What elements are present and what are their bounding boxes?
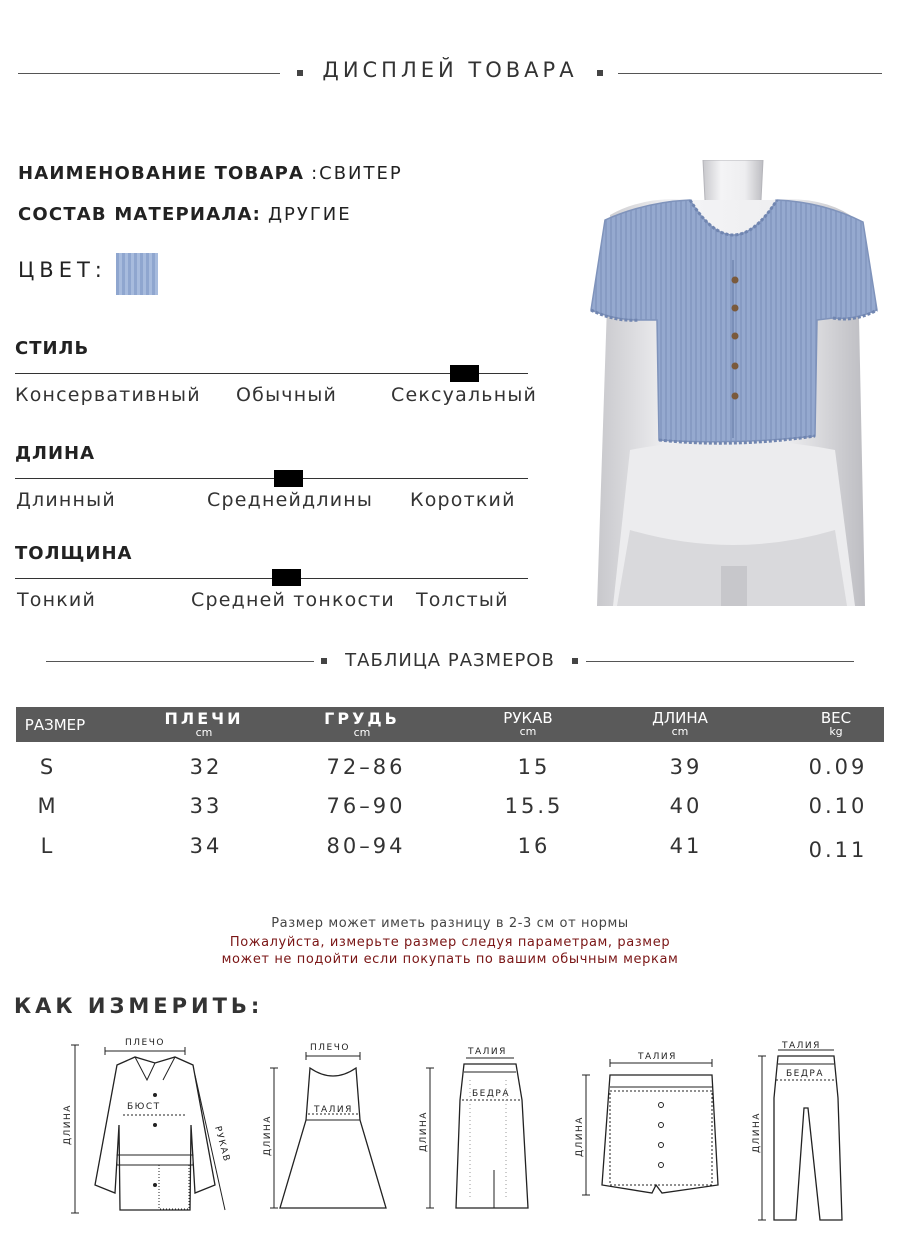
material-value: ДРУГИЕ bbox=[267, 204, 352, 225]
table-cell: 72–86 bbox=[326, 755, 406, 779]
label-length: ДЛИНА bbox=[752, 1112, 762, 1153]
label-hips: БЕДРА bbox=[472, 1089, 510, 1099]
length-option-medium: Среднейдлины bbox=[207, 489, 374, 511]
header-bullet-right bbox=[597, 70, 603, 76]
table-cell: 15 bbox=[517, 755, 551, 779]
table-cell: L bbox=[40, 834, 56, 858]
product-name-value: :СВИТЕР bbox=[311, 163, 403, 184]
skirt-diagram bbox=[410, 1040, 540, 1220]
product-name-label: НАИМЕНОВАНИЕ ТОВАРА bbox=[18, 163, 305, 184]
table-cell: 0.11 bbox=[808, 838, 868, 862]
thickness-scale-title: ТОЛЩИНА bbox=[15, 543, 133, 564]
style-option-sexy: Сексуальный bbox=[391, 384, 538, 406]
color-swatch[interactable] bbox=[116, 253, 158, 295]
label-shoulder: ПЛЕЧО bbox=[125, 1038, 165, 1048]
color-label: ЦВЕТ: bbox=[18, 258, 107, 282]
label-waist: ТАЛИЯ bbox=[468, 1047, 507, 1057]
table-cell: 0.10 bbox=[808, 794, 868, 818]
table-cell: 41 bbox=[669, 834, 703, 858]
size-rule-right bbox=[586, 661, 854, 662]
dress-diagram bbox=[258, 1040, 398, 1220]
table-cell: 32 bbox=[189, 755, 223, 779]
label-sleeve: РУКАВ bbox=[212, 1125, 232, 1164]
header-rule-right bbox=[618, 73, 882, 74]
size-note: Размер может иметь разницу в 2-3 см от нормы bbox=[271, 916, 629, 931]
thickness-option-medium: Средней тонкости bbox=[191, 589, 395, 611]
product-photo bbox=[585, 160, 882, 606]
size-table-header bbox=[16, 707, 884, 742]
length-scale-marker bbox=[274, 470, 303, 487]
table-cell: 15.5 bbox=[504, 794, 564, 818]
length-scale-line bbox=[15, 478, 528, 479]
measure-note-2: может не подойти если покупать по вашим обычным меркам bbox=[221, 952, 679, 967]
table-cell: 16 bbox=[517, 834, 551, 858]
label-length: ДЛИНА bbox=[419, 1111, 429, 1152]
label-length: ДЛИНА bbox=[575, 1116, 585, 1157]
material-line bbox=[18, 204, 352, 225]
label-length: ДЛИНА bbox=[263, 1115, 273, 1156]
thickness-option-thick: Толстый bbox=[416, 589, 509, 611]
col-chest: ГРУДЬ cm bbox=[324, 709, 400, 739]
label-hips: БЕДРА bbox=[786, 1069, 824, 1079]
table-cell: 39 bbox=[669, 755, 703, 779]
trousers-diagram bbox=[752, 1038, 862, 1228]
label-waist: ТАЛИЯ bbox=[638, 1052, 677, 1062]
table-cell: 80–94 bbox=[326, 834, 406, 858]
col-weight: ВЕС kg bbox=[820, 709, 852, 738]
style-option-normal: Обычный bbox=[236, 384, 338, 406]
length-scale-title: ДЛИНА bbox=[15, 443, 96, 464]
table-cell: 33 bbox=[189, 794, 223, 818]
table-cell: M bbox=[37, 794, 59, 818]
thickness-option-thin: Тонкий bbox=[17, 589, 97, 611]
material-label: СОСТАВ МАТЕРИАЛА: bbox=[18, 204, 262, 225]
how-to-measure-title: КАК ИЗМЕРИТЬ: bbox=[14, 994, 264, 1018]
label-waist: ТАЛИЯ bbox=[314, 1105, 353, 1115]
col-length: ДЛИНА cm bbox=[652, 709, 708, 738]
table-cell: 40 bbox=[669, 794, 703, 818]
measure-note-1: Пожалуйста, измерьте размер следуя параметрам, размер bbox=[229, 935, 671, 950]
table-cell: 76–90 bbox=[326, 794, 406, 818]
style-scale-marker bbox=[450, 365, 479, 382]
jacket-diagram bbox=[55, 1035, 245, 1220]
label-shoulder: ПЛЕЧО bbox=[310, 1043, 350, 1053]
table-cell: 34 bbox=[189, 834, 223, 858]
col-sleeve: РУКАВ cm bbox=[503, 709, 553, 738]
thickness-scale-marker bbox=[272, 569, 301, 586]
size-table-title: ТАБЛИЦА РАЗМЕРОВ bbox=[345, 650, 555, 671]
col-shoulders: ПЛЕЧИ cm bbox=[164, 709, 244, 739]
table-cell: S bbox=[39, 755, 57, 779]
length-option-short: Короткий bbox=[410, 489, 516, 511]
size-bullet-right bbox=[572, 658, 578, 664]
col-size: РАЗМЕР bbox=[24, 716, 86, 734]
page-title: ДИСПЛЕЙ ТОВАРА bbox=[322, 58, 578, 82]
label-length: ДЛИНА bbox=[63, 1104, 73, 1145]
label-chest: БЮСТ bbox=[127, 1102, 161, 1112]
length-option-long: Длинный bbox=[16, 489, 116, 511]
shorts-diagram bbox=[570, 1045, 730, 1205]
label-waist: ТАЛИЯ bbox=[782, 1041, 821, 1051]
style-option-conservative: Консервативный bbox=[15, 384, 201, 406]
product-name-line bbox=[18, 163, 403, 184]
style-scale-title: СТИЛЬ bbox=[15, 338, 90, 359]
table-cell: 0.09 bbox=[808, 755, 868, 779]
